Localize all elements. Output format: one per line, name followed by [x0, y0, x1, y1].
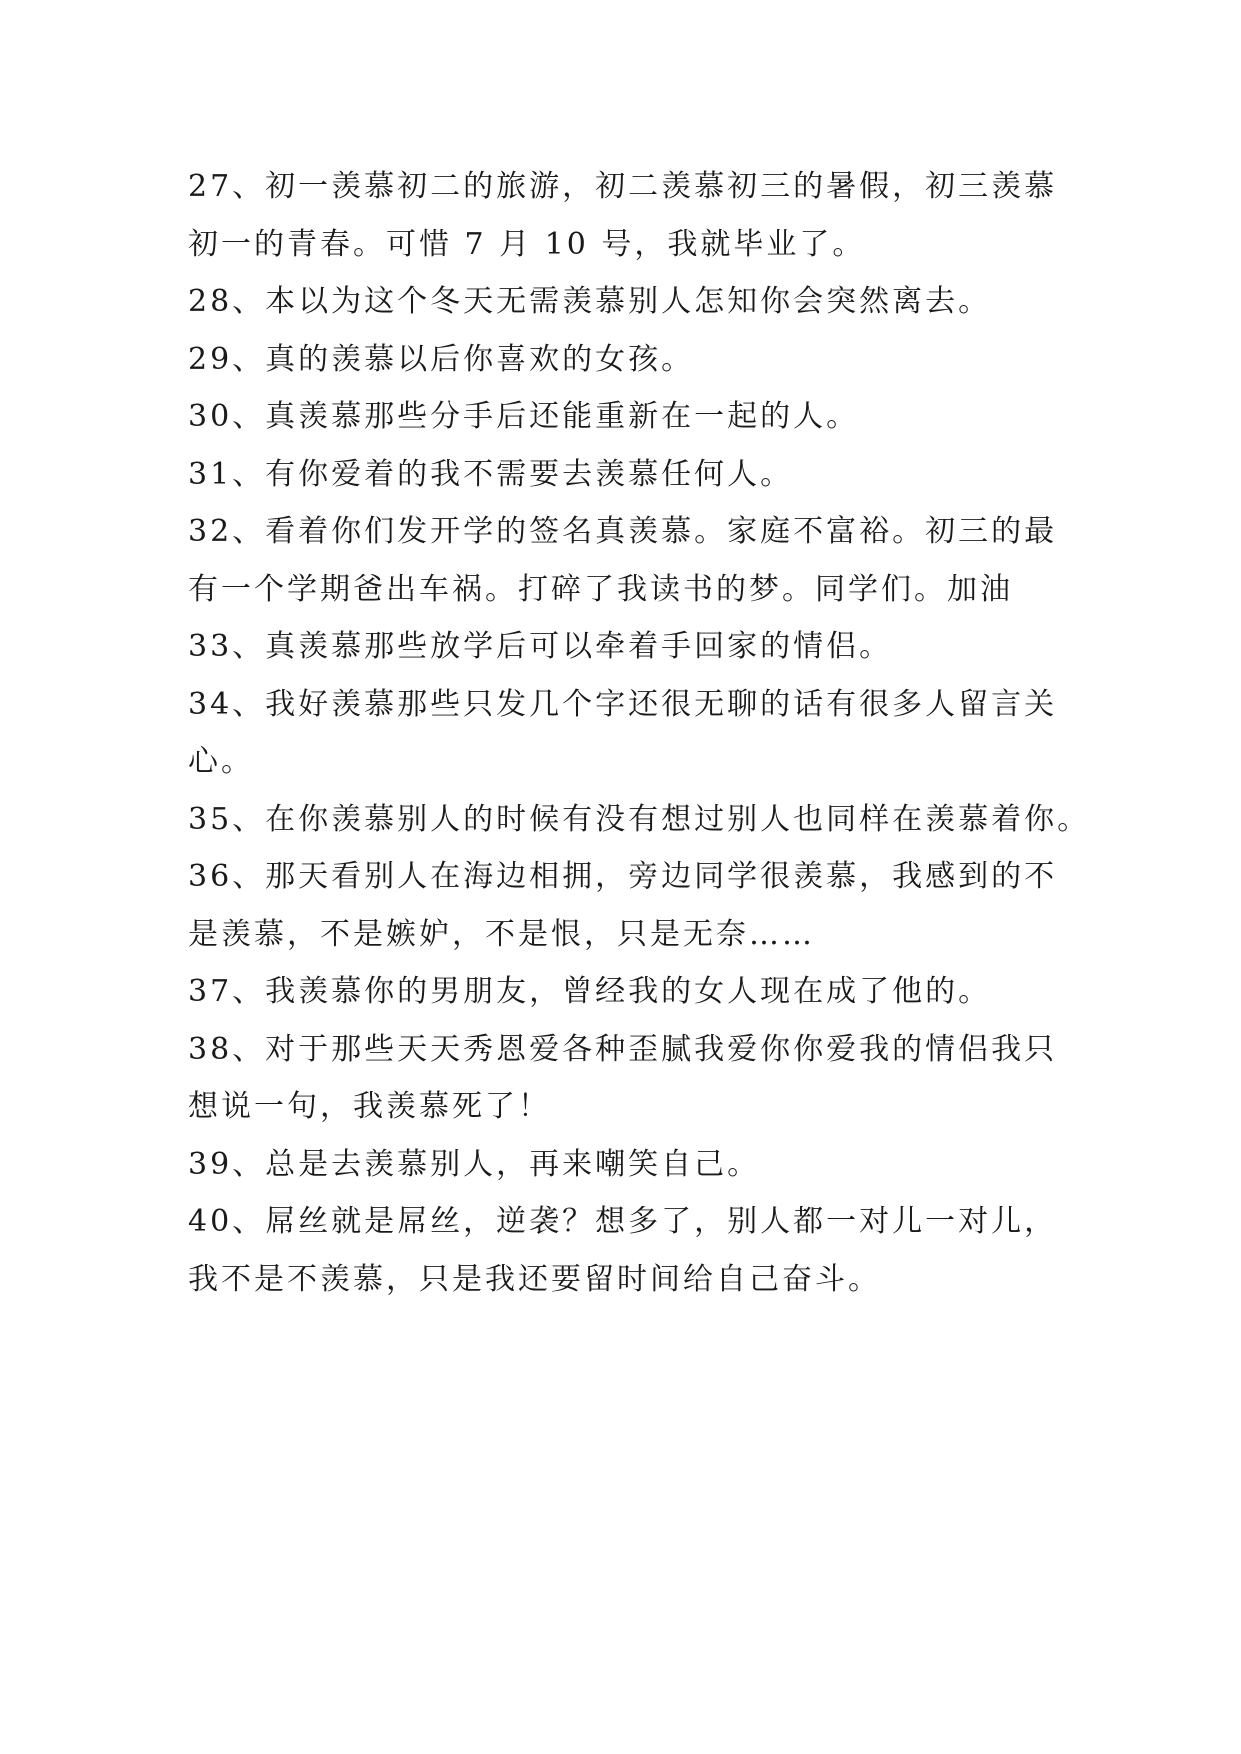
text-line: 29、真的羡慕以后你喜欢的女孩。 [188, 341, 695, 377]
text-line: 30、真羡慕那些分手后还能重新在一起的人。 [188, 399, 860, 434]
text-line: 初一的青春。可惜 7 月 10 号，我就毕业了。 [188, 226, 866, 262]
text-line: 有一个学期爸出车祸。打碎了我读书的梦。同学们。加油 [188, 571, 1013, 607]
text-line: 37、我羡慕你的男朋友，曾经我的女人现在成了他的。 [188, 974, 992, 1009]
text-line: 33、真羡慕那些放学后可以牵着手回家的情侣。 [188, 629, 893, 664]
text-line: 34、我好羡慕那些只发几个字还很无聊的话有很多人留言关 [188, 686, 1058, 722]
text-line: 28、本以为这个冬天无需羡慕别人怎知你会突然离去。 [188, 284, 992, 319]
text-line: 是羡慕，不是嫉妒，不是恨，只是无奈…… [188, 916, 815, 952]
text-line: 35、在你羡慕别人的时候有没有想过别人也同样在羡慕着你。 [188, 801, 1091, 837]
text-line: 36、那天看别人在海边相拥，旁边同学很羡慕，我感到的不 [188, 859, 1058, 894]
text-line: 我不是不羡慕，只是我还要留时间给自己奋斗。 [188, 1261, 881, 1297]
text-line: 39、总是去羡慕别人，再来嘲笑自己。 [188, 1146, 761, 1182]
text-line: 32、看着你们发开学的签名真羡慕。家庭不富裕。初三的最 [188, 514, 1058, 549]
text-line: 心。 [188, 744, 254, 779]
text-line: 27、初一羡慕初二的旅游，初二羡慕初三的暑假，初三羡慕 [188, 169, 1058, 204]
text-line: 31、有你爱着的我不需要去羡慕任何人。 [188, 456, 794, 492]
text-line: 想说一句，我羡慕死了！ [188, 1089, 551, 1124]
text-line: 40、屌丝就是屌丝，逆袭？想多了，别人都一对儿一对儿， [188, 1204, 1058, 1239]
document-body [188, 158, 1091, 1308]
text-line: 38、对于那些天天秀恩爱各种歪腻我爱你你爱我的情侣我只 [188, 1031, 1058, 1067]
